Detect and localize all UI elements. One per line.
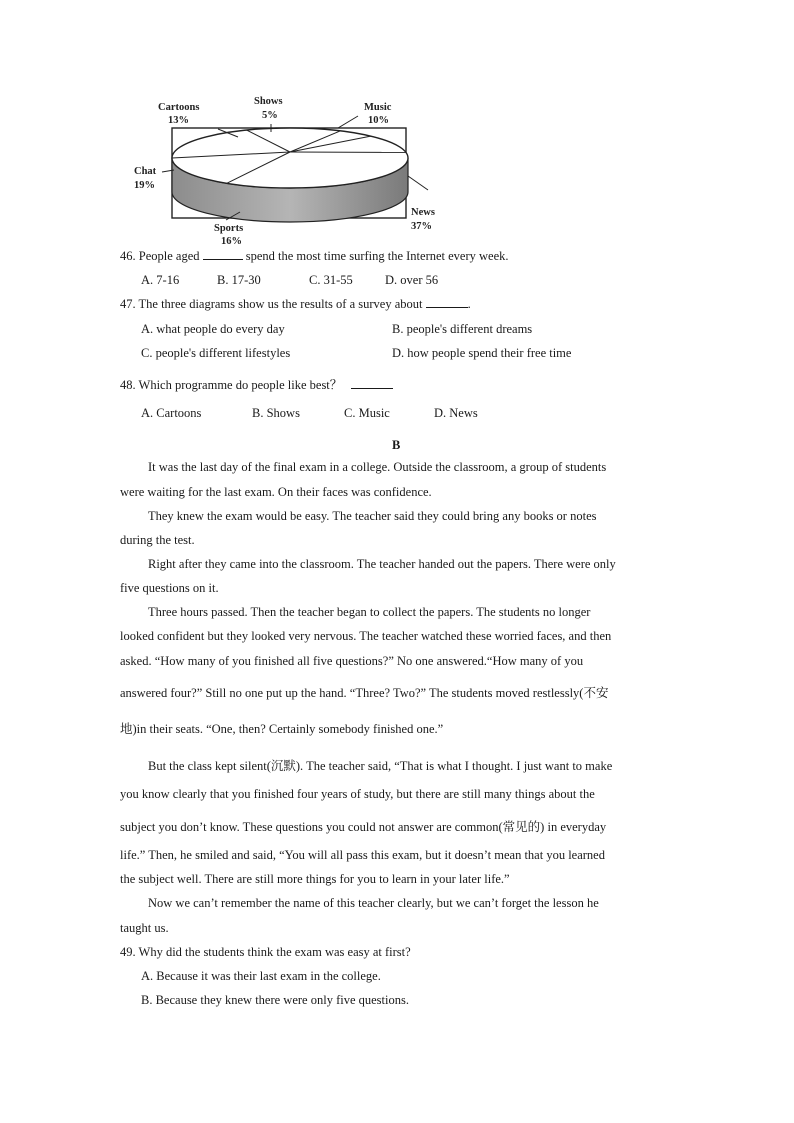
section-b-heading: B (392, 438, 401, 452)
q48-option-c[interactable]: C. Music (344, 406, 390, 420)
q47-option-c[interactable]: C. people's different lifestyles (141, 346, 291, 360)
q47-stem-text: 47. The three diagrams show us the results of a survey about (120, 297, 423, 311)
passage-line-2: were waiting for the last exam. On their faces was confidence. (120, 485, 432, 499)
q47-answer-blank[interactable] (426, 307, 468, 308)
passage-line-14: subject you don’t know. These questions you could not answer are common(常见的) in everyday (120, 820, 607, 834)
label-news: News (411, 207, 435, 218)
passage-line-15: life.” Then, he smiled and said, “You will all pass this exam, but it doesn’t mean that you learned (120, 848, 605, 862)
pie-top (172, 128, 408, 188)
label-shows: Shows (254, 96, 283, 107)
passage-line-17: Now we can’t remember the name of this teacher clearly, but we can’t forget the lesson he (148, 896, 599, 910)
passage-line-10: answered four?” Still no one put up the hand. “Three? Two?” The students moved restlessly(不安 (120, 686, 609, 700)
label-music: Music (364, 102, 392, 113)
pie-chart-svg (128, 92, 448, 248)
value-shows: 5% (262, 110, 278, 121)
passage-line-12: But the class kept silent(沉默). The teacher said, “That is what I thought. I just want to make (148, 759, 613, 773)
passage-line-6: five questions on it. (120, 581, 219, 595)
q47-stem (120, 297, 471, 312)
passage-line-4: during the test. (120, 533, 195, 547)
q46-answer-blank[interactable] (203, 259, 243, 260)
q46-stem-pre: 46. People aged (120, 249, 200, 263)
q47-period: . (467, 297, 471, 311)
q47-option-a[interactable]: A. what people do every day (141, 322, 285, 336)
value-sports: 16% (221, 236, 242, 247)
passage-line-13: you know clearly that you finished four years of study, but there are still many things about the (120, 787, 595, 801)
q46-option-d[interactable]: D. over 56 (385, 273, 439, 287)
label-cartoons: Cartoons (158, 102, 200, 113)
passage-line-11: 地)in their seats. “One, then? Certainly somebody finished one.” (120, 722, 444, 736)
value-cartoons: 13% (168, 115, 189, 126)
passage-line-1: It was the last day of the final exam in a college. Outside the classroom, a group of students (148, 460, 607, 474)
q48-option-b[interactable]: B. Shows (252, 406, 300, 420)
q48-option-a[interactable]: A. Cartoons (141, 406, 202, 420)
value-news: 37% (411, 221, 432, 232)
q49-stem: 49. Why did the students think the exam was easy at first? (120, 945, 411, 959)
q46-option-a[interactable]: A. 7-16 (141, 273, 180, 287)
q47-option-b[interactable]: B. people's different dreams (392, 322, 533, 336)
q46-option-c[interactable]: C. 31-55 (309, 273, 353, 287)
passage-line-16: the subject well. There are still more things for you to learn in your later life.” (120, 872, 510, 886)
q48-option-d[interactable]: D. News (434, 406, 478, 420)
passage-line-9: asked. “How many of you finished all five questions?” No one answered.“How many of you (120, 654, 584, 668)
value-chat: 19% (134, 180, 155, 191)
label-sports: Sports (214, 223, 244, 234)
q49-option-a[interactable]: A. Because it was their last exam in the college. (141, 969, 381, 983)
passage-line-18: taught us. (120, 921, 169, 935)
q46-stem-post: spend the most time surfing the Internet every week. (245, 249, 509, 263)
passage-line-5: Right after they came into the classroom. The teacher handed out the papers. There were only (148, 557, 616, 571)
q46-stem (120, 249, 509, 264)
value-music: 10% (368, 115, 389, 126)
q48-stem (120, 375, 393, 393)
q46-option-b[interactable]: B. 17-30 (217, 273, 261, 287)
q49-option-b[interactable]: B. Because they knew there were only five questions. (141, 993, 409, 1007)
q48-stem-text: 48. Which programme do people like best？ (120, 378, 343, 392)
q47-option-d[interactable]: D. how people spend their free time (392, 346, 572, 360)
label-chat: Chat (134, 166, 157, 177)
passage-line-7: Three hours passed. Then the teacher began to collect the papers. The students no longer (148, 605, 591, 619)
passage-line-8: looked confident but they looked very nervous. The teacher watched these worried faces, and then (120, 629, 612, 643)
passage-line-3: They knew the exam would be easy. The teacher said they could bring any books or notes (148, 509, 597, 523)
q48-answer-blank[interactable] (351, 388, 393, 389)
pie-chart (128, 92, 448, 248)
